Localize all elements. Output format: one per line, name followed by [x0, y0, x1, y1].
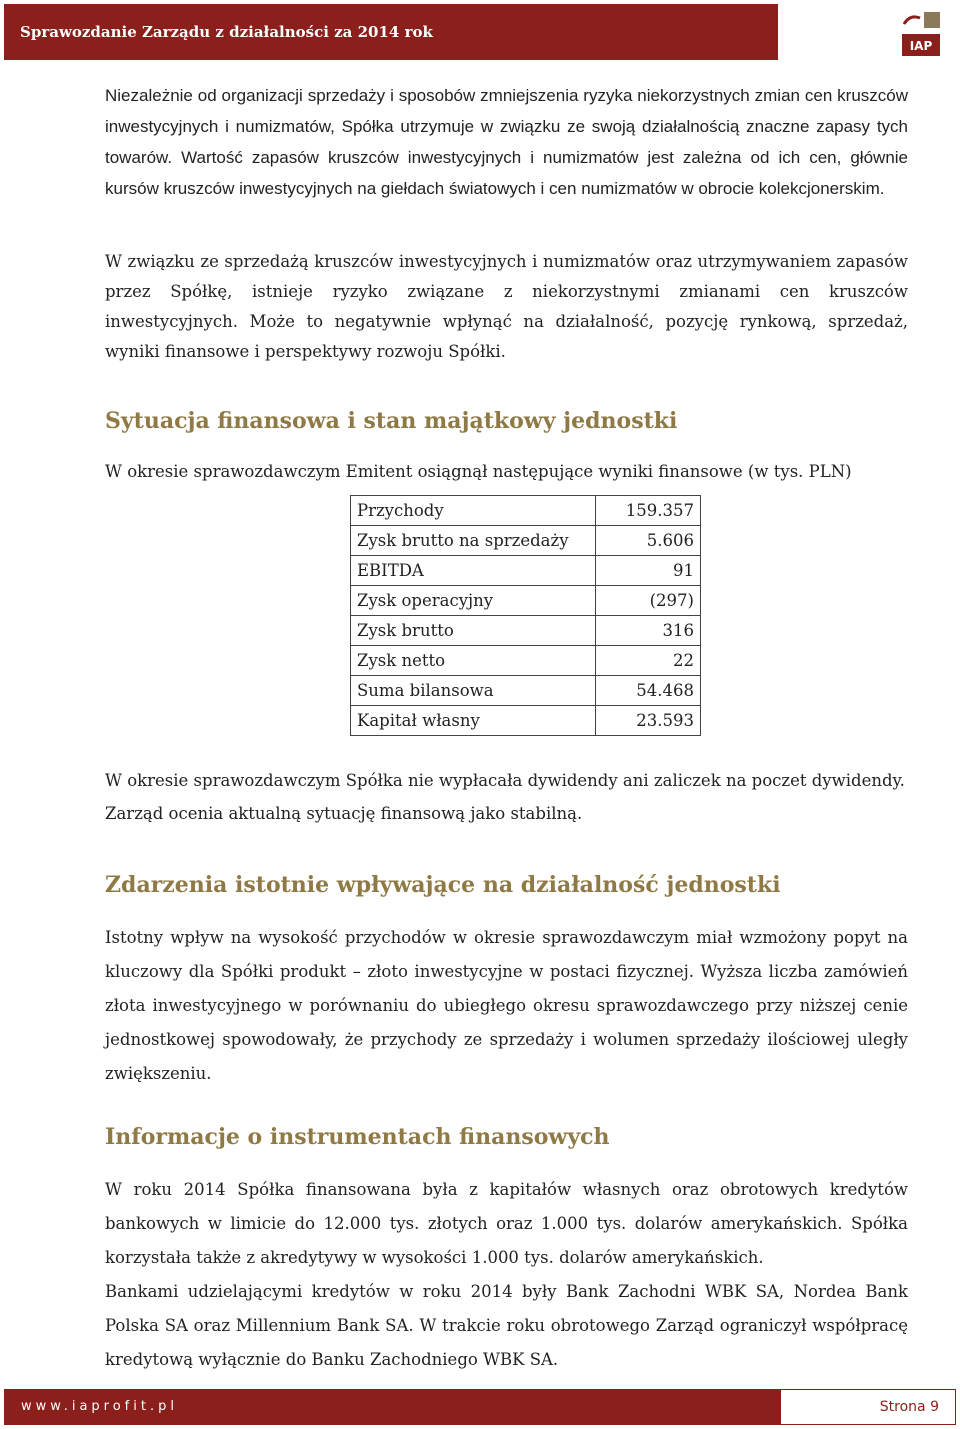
instruments-text-2: Bankami udzielającymi kredytów w roku 2014 były Bank Zachodni WBK SA, Nordea Bank Polska SA oraz Millennium Bank SA. W trakcie roku obrotowego Zarząd ograniczył współpracę kredytową wyłącznie do Banku Zachodniego WBK SA.: [105, 1282, 908, 1369]
financial-intro: W okresie sprawozdawczym Emitent osiągnął następujące wyniki finansowe (w tys. PLN): [105, 462, 852, 481]
row-label: EBITDA: [351, 556, 596, 586]
row-label: Zysk operacyjny: [351, 586, 596, 616]
iap-logo: [896, 6, 944, 58]
paragraph-risk-2: W związku ze sprzedażą kruszców inwestycyjnych i numizmatów oraz utrzymywaniem zapasów przez Spółkę, istnieje ryzyko związane z niekorzystnymi zmianami cen kruszców inwestycyjnych. Może to negatywnie wpłynąć na działalność, pozycję rynkową, sprzedaż, wyniki finansowe i perspektywy rozwoju Spółki.: [105, 252, 908, 361]
table-row: [351, 556, 701, 586]
row-label: Zysk brutto: [351, 616, 596, 646]
paragraph-risk-1: Niezależnie od organizacji sprzedaży i sposobów zmniejszenia ryzyka niekorzystnych zmian cen kruszców inwestycyjnych i numizmatów, Spółka utrzymuje w związku ze swoją działalnością znaczne zapasy tych towarów. Wartość zapasów kruszców inwestycyjnych i numizmatów jest zależna od ich cen, głównie kursów kruszców inwestycyjnych na giełdach światowych i cen numizmatów w obrocie kolekcjonerskim.: [105, 86, 908, 198]
row-value: 159.357: [596, 496, 701, 526]
financial-results-table: [350, 495, 701, 736]
table-row: [351, 496, 701, 526]
table-row: [351, 586, 701, 616]
row-label: Suma bilansowa: [351, 676, 596, 706]
row-value: 5.606: [596, 526, 701, 556]
table-row: [351, 526, 701, 556]
row-label: Kapitał własny: [351, 706, 596, 736]
instruments-text-1: W roku 2014 Spółka finansowana była z kapitałów własnych oraz obrotowych kredytów bankowych w limicie do 12.000 tys. złotych oraz 1.000 tys. dolarów amerykańskich. Spółka korzystała także z akredytywy w wysokości 1.000 tys. dolarów amerykańskich.: [105, 1180, 908, 1267]
table-row: [351, 706, 701, 736]
row-value: 54.468: [596, 676, 701, 706]
table-row: [351, 646, 701, 676]
page-header: [4, 4, 778, 60]
section-heading-events: Zdarzenia istotnie wpływające na działalność jednostki: [105, 872, 781, 898]
table-row: [351, 676, 701, 706]
events-text: Istotny wpływ na wysokość przychodów w okresie sprawozdawczym miał wzmożony popyt na kluczowy dla Spółki produkt – złoto inwestycyjne w postaci fizycznej. Wyższa liczba zamówień złota inwestycyjnego w porównaniu do ubiegłego okresu sprawozdawczego przy niższej cenie jednostkowej spowodowały, że przychody ze sprzedaży i wolumen sprzedaży ilościowej uległy zwiększeniu.: [105, 928, 908, 1083]
header-title: Sprawozdanie Zarządu z działalności za 2014 rok: [20, 23, 433, 41]
logo-text: IAP: [909, 39, 933, 53]
footer-website-link[interactable]: www.iaprofit.pl: [5, 1390, 781, 1424]
row-label: Przychody: [351, 496, 596, 526]
section-heading-financial: Sytuacja finansowa i stan majątkowy jednostki: [105, 408, 678, 434]
row-value: 23.593: [596, 706, 701, 736]
page-footer: [4, 1389, 956, 1425]
row-label: Zysk netto: [351, 646, 596, 676]
table-row: [351, 616, 701, 646]
row-value: 91: [596, 556, 701, 586]
stability-text: Zarząd ocenia aktualną sytuację finansową jako stabilną.: [105, 804, 583, 823]
page-number: Strona 9: [879, 1399, 939, 1415]
dividend-text: W okresie sprawozdawczym Spółka nie wypłacała dywidendy ani zaliczek na poczet dywidendy.: [105, 771, 905, 790]
section-heading-instruments: Informacje o instrumentach finansowych: [105, 1124, 610, 1150]
row-label: Zysk brutto na sprzedaży: [351, 526, 596, 556]
row-value: 22: [596, 646, 701, 676]
row-value: (297): [596, 586, 701, 616]
row-value: 316: [596, 616, 701, 646]
